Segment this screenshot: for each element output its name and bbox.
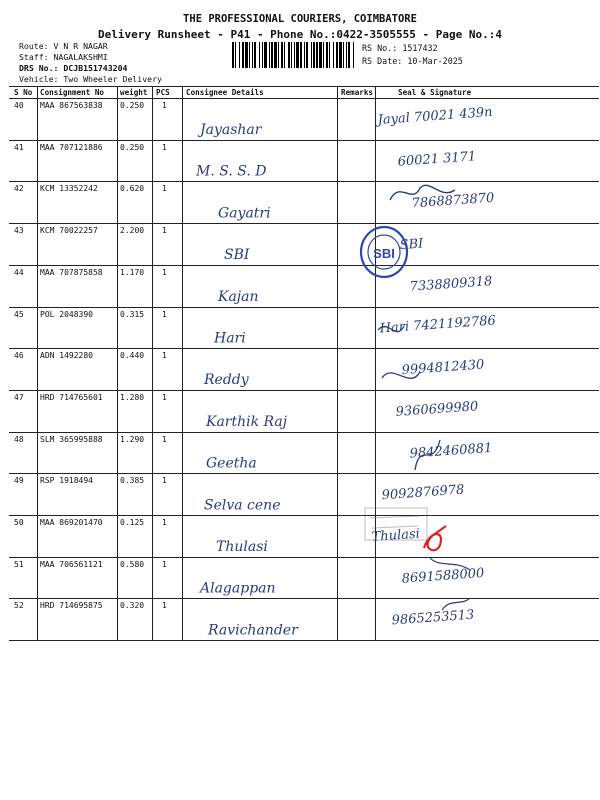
row-consignment: MAA 867563838 [40, 101, 103, 110]
col-header-seal: Seal & Signature [398, 88, 472, 97]
row-sno: 46 [14, 351, 24, 361]
staff-label: Staff: NAGALAKSHMI [19, 52, 108, 62]
row-separator [9, 223, 599, 224]
vehicle-label: Vehicle: Two Wheeler Delivery [19, 74, 162, 84]
signature-handwriting: 9865253513 [391, 607, 475, 629]
signature-handwriting: SBI [399, 236, 424, 254]
row-weight: 0.385 [120, 476, 145, 486]
row-consignment: SLM 365995888 [40, 434, 103, 444]
consignee-handwriting: Alagappan [200, 580, 276, 597]
stamp-text: SBI [373, 246, 395, 261]
consignee-handwriting: Kajan [218, 288, 259, 305]
consignee-handwriting: Ravichander [208, 622, 298, 639]
row-pcs: 1 [162, 309, 167, 319]
col-header-remarks: Remarks [341, 88, 374, 97]
row-pcs: 1 [162, 559, 167, 569]
row-separator [9, 265, 599, 266]
row-separator [9, 432, 599, 433]
row-consignment: HRD 714695875 [40, 601, 103, 611]
row-weight: 1.290 [120, 434, 145, 444]
row-weight: 0.580 [120, 559, 145, 569]
row-consignment: HRD 714765601 [40, 392, 103, 402]
row-weight: 0.125 [120, 518, 145, 527]
row-weight: 0.440 [120, 351, 145, 361]
row-pcs: 1 [162, 601, 167, 611]
row-consignment: MAA 707121886 [40, 142, 103, 152]
rs-number: RS No.: 1517432 [362, 43, 438, 53]
row-consignment: ADN 1492280 [40, 351, 93, 361]
rs-date: RS Date: 10-Mar-2025 [362, 55, 463, 66]
row-separator [9, 307, 599, 308]
row-consignment: KCM 13352242 [40, 184, 98, 194]
row-weight: 0.315 [120, 309, 145, 319]
row-weight: 1.280 [120, 392, 145, 402]
row-pcs: 1 [162, 267, 167, 277]
row-sno: 50 [14, 518, 24, 527]
row-consignment: RSP 1918494 [40, 476, 93, 486]
consignee-handwriting: Reddy [204, 372, 249, 389]
row-pcs: 1 [162, 476, 167, 486]
consignee-handwriting: Geetha [206, 455, 257, 472]
row-separator [9, 640, 599, 641]
row-separator [9, 348, 599, 349]
row-sno: 43 [14, 226, 24, 236]
row-weight: 1.170 [120, 267, 145, 277]
red-mark [424, 526, 446, 550]
row-sno: 42 [14, 184, 24, 194]
signature-handwriting: 9994812430 [401, 357, 485, 379]
signature-handwriting: 7338809318 [409, 274, 493, 295]
barcode-image [232, 42, 356, 68]
signature-handwriting: 8691588000 [401, 565, 485, 587]
row-separator [9, 557, 599, 558]
runsheet-subtitle: Delivery Runsheet - P41 - Phone No.:0422-3505555 - Page No.:4 [98, 28, 502, 41]
row-sno: 40 [14, 101, 24, 110]
row-pcs: 1 [162, 226, 167, 236]
row-weight: 0.250 [120, 101, 145, 110]
consignee-handwriting: Hari [214, 330, 246, 347]
signature-handwriting: 7868873870 [411, 190, 495, 212]
signature-handwriting: 9842460881 [409, 440, 493, 462]
sbi-stamp [361, 227, 407, 277]
row-pcs: 1 [162, 101, 167, 110]
consignee-handwriting: Jayashar [200, 122, 262, 138]
col-header-consignee: Consignee Details [186, 88, 264, 97]
table-top-rule [9, 86, 599, 87]
rs-info [362, 42, 463, 67]
col-header-sno: S No [14, 88, 33, 97]
consignee-handwriting: Selva cene [204, 497, 281, 514]
signature-handwriting: Thulasi [371, 526, 421, 545]
signature-handwriting: 9092876978 [381, 482, 465, 504]
signature-handwriting: 9360699980 [395, 399, 479, 420]
row-separator [9, 515, 599, 516]
row-weight: 0.250 [120, 142, 145, 152]
col-header-weight: weight [120, 88, 148, 97]
row-weight: 2.200 [120, 226, 145, 236]
row-sno: 47 [14, 392, 24, 402]
col-header-consignment: Consignment No [40, 88, 105, 97]
col-header-pcs: PCS [156, 88, 170, 97]
row-pcs: 1 [162, 518, 167, 527]
row-weight: 0.620 [120, 184, 145, 194]
row-sno: 41 [14, 142, 24, 152]
signature-handwriting: Hari 7421192786 [379, 313, 497, 337]
row-consignment: MAA 706561121 [40, 559, 103, 569]
consignee-handwriting: M. S. S. D [196, 163, 267, 180]
row-separator [9, 140, 599, 141]
row-sno: 45 [14, 309, 24, 319]
drs-number: DRS No.: DCJB151743204 [19, 63, 128, 73]
row-separator [9, 181, 599, 182]
row-sno: 44 [14, 267, 24, 277]
row-pcs: 1 [162, 184, 167, 194]
route-label: Route: V N R NAGAR [19, 41, 108, 51]
row-pcs: 1 [162, 351, 167, 361]
row-separator [9, 390, 599, 391]
row-pcs: 1 [162, 434, 167, 444]
row-separator [9, 473, 599, 474]
row-sno: 48 [14, 434, 24, 444]
consignee-handwriting: Karthik Raj [206, 413, 288, 430]
row-weight: 0.320 [120, 601, 145, 611]
row-pcs: 1 [162, 392, 167, 402]
row-consignment: KCM 70022257 [40, 226, 98, 236]
row-sno: 49 [14, 476, 24, 486]
table-header-rule [9, 98, 599, 99]
consignee-handwriting: Thulasi [216, 539, 268, 555]
company-title: THE PROFESSIONAL COURIERS, COIMBATORE [183, 13, 417, 25]
row-sno: 52 [14, 601, 24, 611]
row-separator [9, 598, 599, 599]
signature-handwriting: 60021 3171 [397, 149, 477, 170]
row-consignment: POL 2048390 [40, 309, 93, 319]
signature-handwriting: Jayal 70021 439n [377, 105, 494, 128]
row-consignment: MAA 707875858 [40, 267, 103, 277]
consignee-handwriting: SBI [224, 247, 250, 264]
row-consignment: MAA 869201470 [40, 518, 103, 527]
row-sno: 51 [14, 559, 24, 569]
row-pcs: 1 [162, 142, 167, 152]
consignee-handwriting: Gayatri [218, 205, 271, 222]
